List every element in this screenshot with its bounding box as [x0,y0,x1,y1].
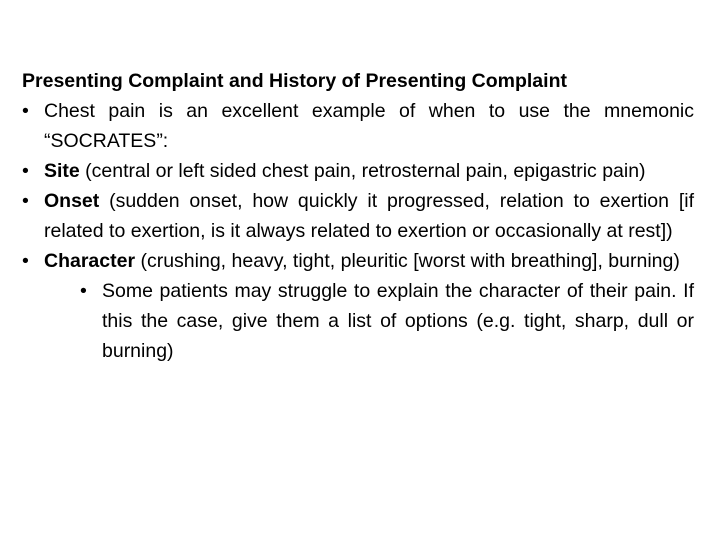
slide-content [22,66,694,366]
list-item [22,246,694,366]
bullet-icon: • [22,190,29,212]
item-text: (central or left sided chest pain, retrosternal pain, epigastric pain) [79,160,646,182]
list-item [22,186,694,246]
list-item [22,156,694,186]
bullet-icon: • [80,280,87,302]
list-item [22,96,694,156]
item-term: Onset [44,190,100,212]
item-text: (crushing, heavy, tight, pleuritic [worst with breathing], burning) [135,250,680,272]
item-term: Site [44,160,80,182]
item-text: (sudden onset, how quickly it progressed, relation to exertion [if related to exertion, is it always related to exertion or occasionally at rest]) [44,190,694,242]
sub-bullet-list [44,276,694,366]
bullet-icon: • [22,250,29,272]
slide-heading: Presenting Complaint and History of Presenting Complaint [22,70,567,92]
item-text: Chest pain is an excellent example of when to use the mnemonic “SOCRATES”: [44,100,694,152]
bullet-list [22,96,694,366]
sub-list-item [80,276,694,366]
bullet-icon: • [22,160,29,182]
item-term: Character [44,250,136,272]
sub-item-text: Some patients may struggle to explain the character of their pain. If this the case, give them a list of options (e.g. tight, sharp, dull or burning) [102,280,694,362]
bullet-icon: • [22,100,29,122]
